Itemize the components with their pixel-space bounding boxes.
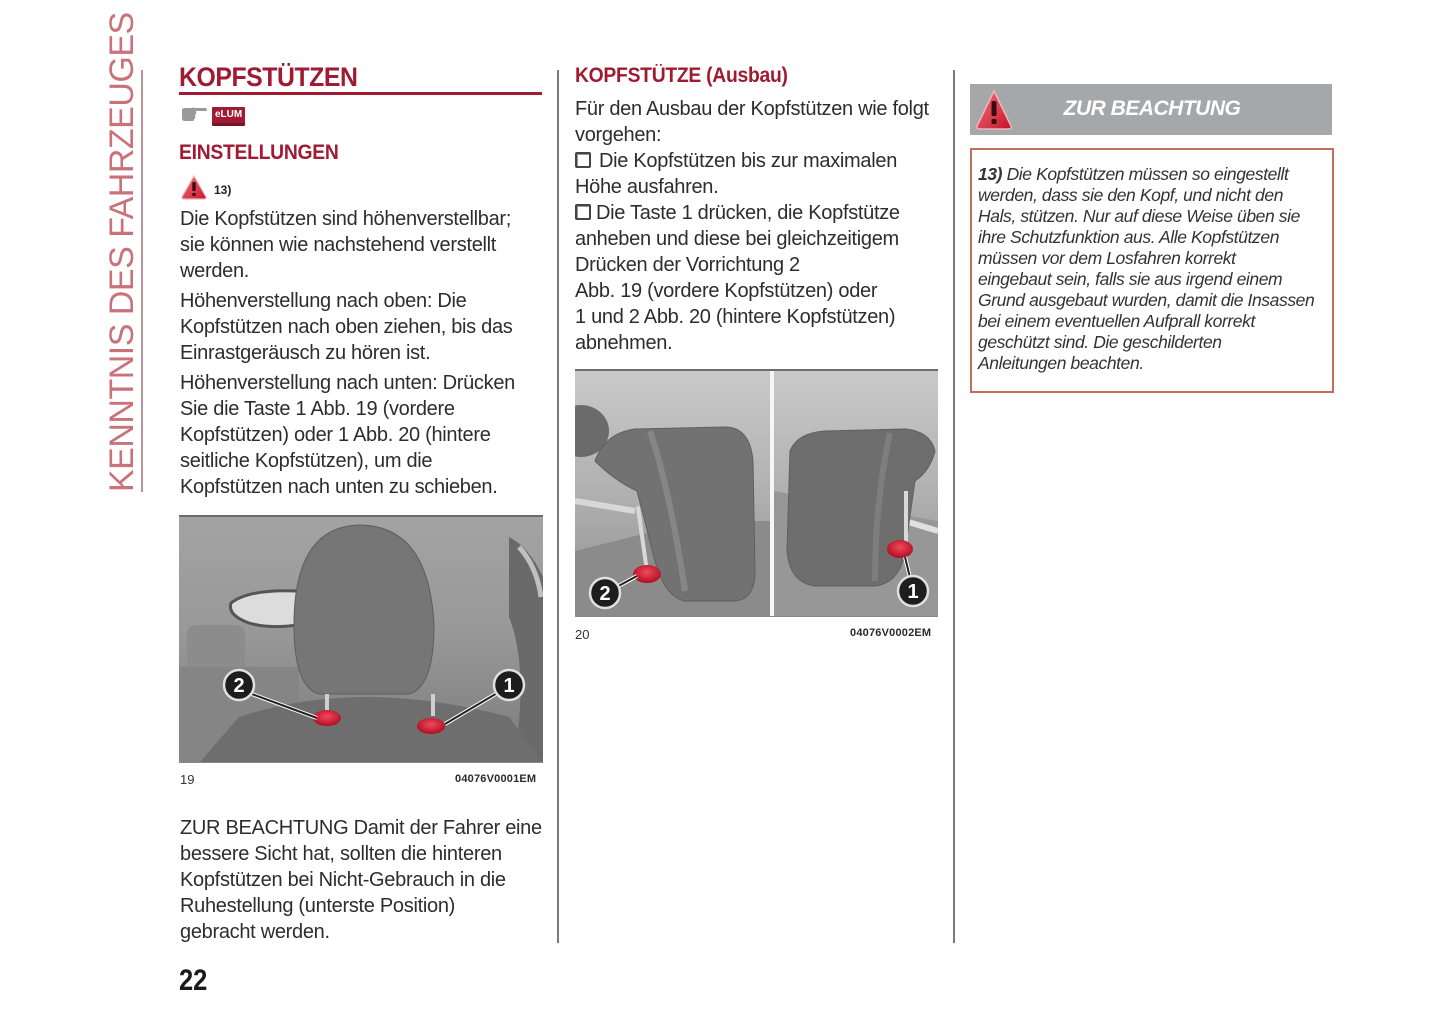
warning-header [970, 84, 1332, 135]
elum-book-icon: eLUM [212, 107, 245, 126]
front-headrest-illustration [179, 517, 543, 763]
chapter-side-label-text: KENNTNIS DES FAHRZEUGES [103, 12, 141, 492]
checkbox-bullet-icon [575, 204, 591, 220]
checkbox-bullet-icon [575, 152, 591, 168]
paragraph-adjust-down: Höhenverstellung nach unten: Drücken Sie die Taste 1 Abb. 19 (vordere Kopfstützen) oder 1 Abb. 20 (hintere seitliche Kopfstützen), um die Kopfstützen nach unten zu schieben. [180, 372, 515, 498]
warning-header-title: ZUR BEACHTUNG [1063, 97, 1241, 120]
callout-1 [494, 670, 524, 700]
svg-text:1: 1 [503, 675, 515, 697]
figure-20-code: 04076V0002EM [850, 627, 932, 639]
figure-19-code: 04076V0001EM [455, 773, 537, 785]
warning-box-ref: 13) [978, 164, 1003, 184]
adjustment-instructions [180, 206, 550, 504]
callout-1 [898, 576, 928, 606]
subheading-einstellungen: EINSTELLUNGEN [179, 141, 339, 164]
svg-text:2: 2 [233, 675, 245, 697]
warning-triangle-icon [180, 174, 208, 205]
callout-2 [224, 670, 254, 700]
warning-ref-number: 13) [214, 182, 232, 197]
subheading-ausbau: KOPFSTÜTZE (Ausbau) [575, 64, 788, 87]
figure-20-number: 20 [575, 627, 590, 642]
pointing-hand-icon [180, 106, 208, 127]
svg-text:1: 1 [907, 581, 919, 603]
title-underline [179, 92, 542, 95]
paragraph-intro: Die Kopfstützen sind höhenverstellbar; sie können wie nachstehend verstellt werden. [180, 208, 512, 282]
rear-headrest-illustration [575, 371, 938, 617]
warning-reference[interactable] [180, 174, 231, 205]
removal-instructions [575, 96, 945, 356]
figure-19-number: 19 [180, 772, 195, 787]
elum-reference[interactable] [180, 106, 245, 127]
removal-step-1: Die Kopfstützen bis zur maximalen Höhe ausfahren. [575, 150, 898, 198]
page-number: 22 [179, 964, 208, 997]
warning-box: 13) Die Kopfstützen müssen so eingestellt werden, dass sie den Kopf, und nicht den Hals, stützen. Nur auf diese Weise üben sie ihre Schutzfunktion aus. Alle Kopfstützen müssen vor dem Losfahren korrekt eingebaut sein, falls sie aus irgend einem Grund ausgebaut wurden, damit die Insassen bei einem eventuellen Aufprall korrekt geschützt sind. Die geschilderten Anleitungen beachten. [970, 148, 1334, 393]
removal-step-2: Die Taste 1 drücken, die Kopfstütze anheben und diese bei gleichzeitigem Drücken der Vorrichtung 2 Abb. 19 (vordere Kopfstützen) oder 1 und 2 Abb. 20 (hintere Kopfstützen) abnehmen. [575, 202, 900, 354]
side-rule-divider [141, 70, 143, 492]
chapter-side-label [102, 12, 142, 492]
rear-headrest-note: ZUR BEACHTUNG Damit der Fahrer eine bessere Sicht hat, sollten die hinteren Kopfstützen bei Nicht-Gebrauch in die Ruhestellung (unterste Position) gebracht werden. [180, 817, 542, 943]
callout-2 [590, 578, 620, 608]
column-divider-left [557, 70, 559, 943]
section-title: KOPFSTÜTZEN [179, 62, 358, 92]
column-divider-right [953, 70, 955, 943]
removal-intro: Für den Ausbau der Kopfstützen wie folgt vorgehen: [575, 98, 929, 146]
figure-19-front-headrest [179, 515, 543, 763]
figure-20-rear-headrest [575, 369, 938, 617]
paragraph-adjust-up: Höhenverstellung nach oben: Die Kopfstützen nach oben ziehen, bis das Einrastgeräusch zu hören ist. [180, 290, 513, 364]
svg-text:2: 2 [599, 583, 611, 605]
